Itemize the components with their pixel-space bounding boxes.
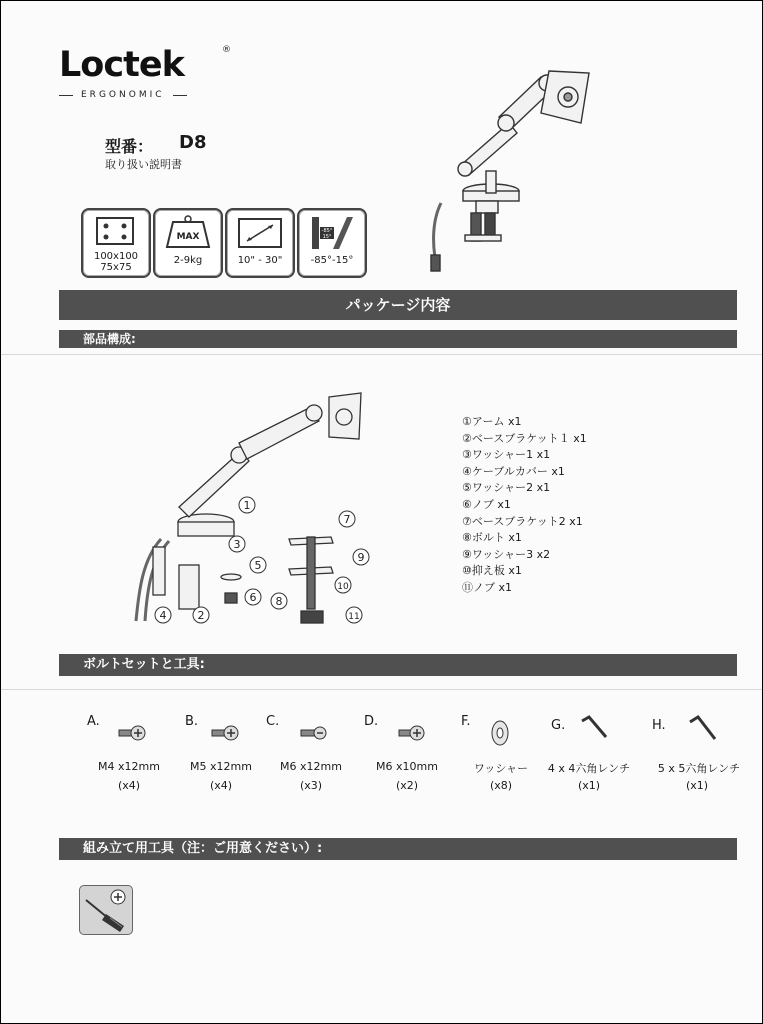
hardware-qty: (x1)	[685, 779, 709, 792]
screw-icon	[210, 723, 240, 743]
tagline-dash-left	[59, 95, 73, 96]
phillips-screwdriver-icon	[80, 886, 132, 934]
list-item: ③ワッシャー1 x1	[462, 448, 551, 462]
hardware-name: ワッシャー	[473, 762, 529, 775]
hardware-letter: C.	[266, 714, 280, 729]
hardware-name: M5 x12mm	[190, 760, 252, 773]
tools-heading: 組み立て用工具（注：ご用意ください）:	[59, 838, 737, 860]
hardware-letter: A.	[87, 714, 100, 729]
spec-weight-text: 2-9kg	[173, 255, 203, 266]
screen-size-icon	[235, 215, 285, 251]
spec-vesa-line2: 75x75	[100, 262, 132, 273]
list-item: ⑧ボルト x1	[462, 531, 522, 545]
callout-4: 4	[159, 609, 167, 622]
screw-icon	[299, 723, 329, 743]
hardware-letter: G.	[551, 718, 566, 733]
max-weight-icon	[163, 215, 213, 251]
callout-11: 11	[348, 612, 360, 622]
hex-wrench-icon	[687, 713, 717, 745]
bolts-heading: ボルトセットと工具:	[59, 654, 737, 676]
hardware-letter: F.	[461, 714, 471, 729]
list-item: ⑤ワッシャー2 x1	[462, 481, 551, 495]
hex-wrench-icon	[579, 713, 609, 743]
tilt-label-top: -85°	[321, 228, 333, 234]
spec-tilt	[297, 208, 367, 278]
hardware-name: 4 x 4六角レンチ	[547, 762, 631, 775]
callout-9: 9	[357, 551, 365, 564]
spec-vesa	[81, 208, 151, 278]
hardware-qty: (x4)	[209, 779, 233, 792]
brand-tagline	[59, 90, 227, 100]
list-item: ⑩抑え板 x1	[462, 564, 522, 578]
max-weight-label: MAX	[176, 232, 200, 242]
spec-vesa-text	[83, 251, 149, 273]
list-item: ⑪ノブ x1	[462, 580, 513, 594]
hardware-name: M6 x12mm	[280, 760, 342, 773]
spec-tilt-text: -85°-15°	[310, 255, 354, 266]
model-number: D8	[179, 132, 207, 153]
package-contents-banner: パッケージ内容	[59, 290, 737, 320]
registered-mark: ®	[222, 45, 231, 55]
screw-icon	[397, 723, 427, 743]
list-item: ②ベースブラケット１ x1	[462, 431, 587, 445]
washer-icon	[489, 719, 511, 747]
hardware-name: 5 x 5六角レンチ	[657, 762, 741, 775]
hardware-name: M6 x10mm	[376, 760, 438, 773]
list-item: ⑨ワッシャー3 x2	[462, 547, 551, 561]
list-item: ①アーム x1	[462, 415, 522, 428]
callout-10: 10	[337, 582, 349, 592]
screw-icon	[117, 723, 147, 743]
parts-list	[462, 414, 587, 597]
hardware-name: M4 x12mm	[98, 760, 160, 773]
list-item: ⑥ノブ x1	[462, 497, 511, 511]
list-item: ④ケーブルカバー x1	[462, 464, 565, 478]
callout-7: 7	[343, 513, 351, 526]
spec-screen-text: 10" - 30"	[237, 255, 283, 266]
hardware-qty: (x3)	[299, 779, 323, 792]
hardware-letter: H.	[652, 718, 666, 733]
fold-line	[1, 354, 762, 355]
callout-2: 2	[197, 609, 205, 622]
callout-8: 8	[275, 595, 283, 608]
model-label: 型番：	[105, 137, 154, 156]
monitor-arm-product-image	[421, 63, 601, 278]
hardware-qty: (x2)	[395, 779, 419, 792]
tagline-dash-right	[173, 95, 187, 96]
hardware-qty: (x8)	[489, 779, 513, 792]
brand-logo: Loctek	[59, 45, 184, 85]
hardware-qty: (x1)	[577, 779, 601, 792]
hardware-qty: (x4)	[117, 779, 141, 792]
manual-title: 取り扱い説明書	[105, 158, 182, 171]
spec-vesa-line1: 100x100	[93, 251, 139, 262]
callout-3: 3	[233, 538, 241, 551]
parts-diagram	[121, 389, 381, 639]
tool-item	[79, 885, 133, 935]
parts-heading: 部品構成:	[59, 330, 737, 348]
spec-weight	[153, 208, 223, 278]
tilt-angle-icon	[307, 215, 357, 251]
callout-5: 5	[254, 559, 262, 572]
vesa-pattern-icon	[91, 215, 141, 249]
hardware-letter: D.	[364, 714, 379, 729]
list-item: ⑦ベースブラケット2 x1	[462, 514, 583, 528]
callout-1: 1	[243, 499, 251, 512]
hardware-letter: B.	[185, 714, 199, 729]
fold-line	[1, 689, 762, 690]
spec-screen	[225, 208, 295, 278]
callout-6: 6	[249, 591, 257, 604]
tilt-label-bottom: 15°	[322, 234, 332, 240]
tagline-text: ERGONOMIC	[81, 90, 165, 100]
